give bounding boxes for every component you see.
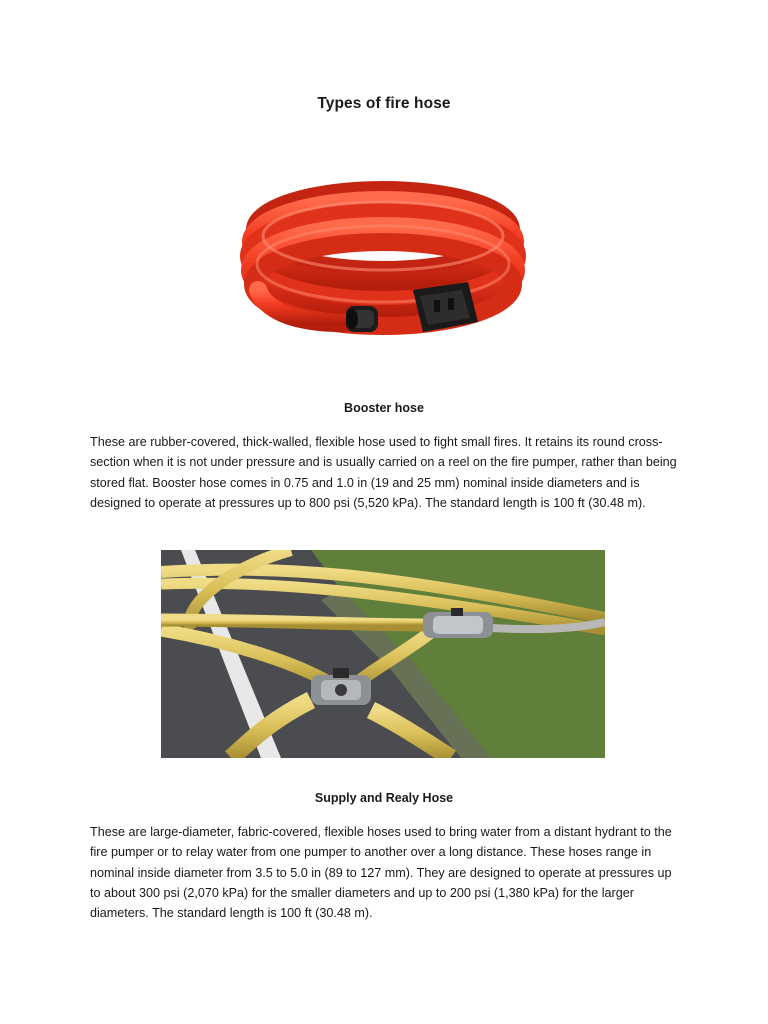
- booster-hose-image: [238, 160, 528, 350]
- section-heading-supply-relay-hose: Supply and Realy Hose: [314, 791, 454, 805]
- paragraph-booster-hose: These are rubber-covered, thick-walled, flexible hose used to fight small fires. It retains its round cross-section when it is not under pressure and is usually carried on a reel on the fire pumper, rather than being stored flat. Booster hose comes in 0.75 and 1.0 in (19 and 25 mm) nominal inside diameters and is designed to operate at pressures up to 800 psi (5,520 kPa). The standard length is 100 ft (30.48 m).: [90, 435, 677, 510]
- supply-hose-illustration: [161, 550, 605, 758]
- round-coupling-icon: [346, 306, 378, 332]
- supply-hose-image: [161, 550, 605, 758]
- gate-valve-icon: [423, 608, 493, 638]
- document-title: Types of fire hose: [317, 95, 451, 112]
- section-heading-booster-hose: Booster hose: [344, 401, 424, 415]
- booster-hose-illustration: [238, 160, 528, 350]
- paragraph-supply-relay-hose: These are large-diameter, fabric-covered, flexible hoses used to bring water from a distant hydrant to the fire pumper or to relay water from one pumper to another over a long distance. These hoses range in nominal inside diameter from 3.5 to 5.0 in (89 to 127 mm). They are designed to operate at pressures up to about 300 psi (2,070 kPa) for the smaller diameters and up to 200 psi (1,380 kPa) for the larger diameters. The standard length is 100 ft (30.48 m).: [90, 825, 672, 921]
